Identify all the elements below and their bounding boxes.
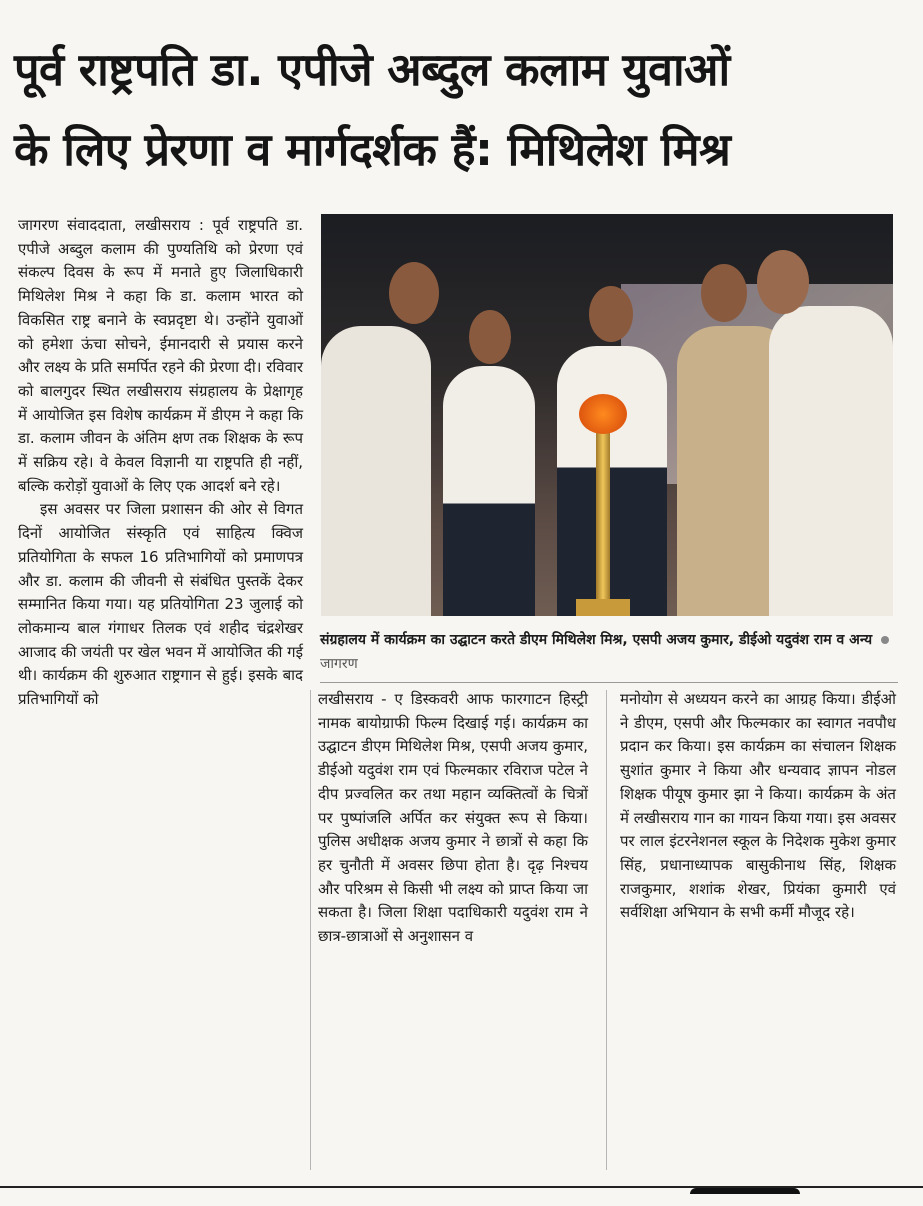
col1-paragraph-2: इस अवसर पर जिला प्रशासन की ओर से विगत दिनों आयोजित संस्कृति एवं साहित्य क्विज प्रतियोगिता के सफल 16 प्रतिभागियों को प्रमाणपत्र और डा. कलाम की जीवनी से संबंधित पुस्तकें देकर सम्मानित किया गया। यह प्रतियोगिता 23 जुलाई को लोकमान्य बाल गंगाधर तिलक एवं शहीद चंद्रशेखर आजाद की जयंती पर खेल भवन में आयोजित की गई थी। कार्यक्रम की शुरुआत राष्ट्रगान से हुई। इसके बाद प्रतिभागियों को xyxy=(18,500,303,709)
person-head-3 xyxy=(589,286,633,342)
next-headline-fragment xyxy=(690,1188,800,1206)
col1-paragraph-1: जागरण संवाददाता, लखीसराय : पूर्व राष्ट्रपति डा. एपीजे अब्दुल कलाम की पुण्यतिथि को प्रेरणा एवं संकल्प दिवस के रूप में मनाते हुए जिलाधिकारी मिथिलेश मिश्र ने कहा कि डा. कलाम भारत को विकसित राष्ट्र बनाने के स्वप्नदृष्टा थे। उन्होंने युवाओं को हमेशा ऊंचा सोचने, ईमानदारी से प्रयास करने और लक्ष्य के प्रति समर्पित रहने की प्रेरणा दी। रविवार को बालगुदर स्थित लखीसराय संग्रहालय के प्रेक्षागृह में आयोजित इस विशेष कार्यक्रम में डीएम ने कहा कि डा. कलाम जीवन के अंतिम क्षण तक शिक्षक के रूप में सक्रिय रहे। वे केवल विज्ञानी या राष्ट्रपति ही नहीं, बल्कि करोड़ों युवाओं के लिए एक आदर्श बने रहे। xyxy=(18,216,303,495)
caption-source: जागरण xyxy=(320,656,358,672)
caption-text: संग्रहालय में कार्यक्रम का उद्घाटन करते डीएम मिथिलेश मिश्र, एसपी अजय कुमार, डीईओ यदुवंश राम व अन्य xyxy=(320,632,873,648)
person-figure-5 xyxy=(769,306,893,616)
photo-caption xyxy=(320,628,900,676)
article-column-2 xyxy=(318,688,588,949)
source-dot-icon xyxy=(881,636,889,644)
person-head-4 xyxy=(701,264,747,322)
headline-line-1: पूर्व राष्ट्रपति डा. एपीजे अब्दुल कलाम युवाओं xyxy=(14,43,730,96)
lamp-stand xyxy=(596,424,610,616)
person-figure-1 xyxy=(321,326,431,616)
article-column-3 xyxy=(620,688,896,925)
caption-divider xyxy=(320,682,898,683)
article-column-1 xyxy=(18,214,303,712)
headline-line-2: के लिए प्रेरणा व मार्गदर्शक हैं: मिथिलेश मिश्र xyxy=(14,123,731,176)
column-divider-2 xyxy=(606,690,607,1170)
event-photo xyxy=(321,214,893,616)
person-figure-2 xyxy=(443,366,535,616)
col2-paragraph-1: लखीसराय - ए डिस्कवरी आफ फारगाटन हिस्ट्री नामक बायोग्राफी फिल्म दिखाई गई। कार्यक्रम का उद्घाटन डीएम मिथिलेश मिश्र, एसपी अजय कुमार, डीईओ यदुवंश राम एवं फिल्मकार रविराज पटेल ने दीप प्रज्वलित कर तथा महान व्यक्तित्वों के चित्रों पर पुष्पांजलि अर्पित कर संयुक्त रूप से किया। पुलिस अधीक्षक अजय कुमार ने छात्रों से कहा कि हर चुनौती में अवसर छिपा होता है। दृढ़ निश्चय और परिश्रम से किसी भी लक्ष्य को प्राप्त किया जा सकता है। जिला शिक्षा पदाधिकारी यदुवंश राम ने छात्र-छात्राओं से अनुशासन व xyxy=(318,690,588,946)
lamp-flower-garland xyxy=(579,394,627,434)
column-divider-1 xyxy=(310,690,311,1170)
col3-paragraph-1: मनोयोग से अध्ययन करने का आग्रह किया। डीईओ ने डीएम, एसपी और फिल्मकार का स्वागत नवपौध प्रदान कर किया। इस कार्यक्रम का संचालन शिक्षक सुशांत कुमार ने किया और धन्यवाद ज्ञापन नोडल शिक्षक पीयूष कुमार झा ने किया। कार्यक्रम के अंत में लखीसराय गान का गायन किया गया। इस अवसर पर लाल इंटरनेशनल स्कूल के निदेशक मुकेश कुमार सिंह, प्रधानाध्यापक बासुकीनाथ सिंह, शिक्षक राजकुमार, शशांक शेखर, प्रियंका कुमारी एवं सर्वशिक्षा अभियान के सभी कर्मी मौजूद रहे। xyxy=(620,690,897,922)
person-head-1 xyxy=(389,262,439,324)
person-head-2 xyxy=(469,310,511,364)
headline xyxy=(14,30,914,190)
person-head-5 xyxy=(757,250,809,314)
lamp-base xyxy=(576,599,630,616)
person-figure-3 xyxy=(557,346,667,616)
